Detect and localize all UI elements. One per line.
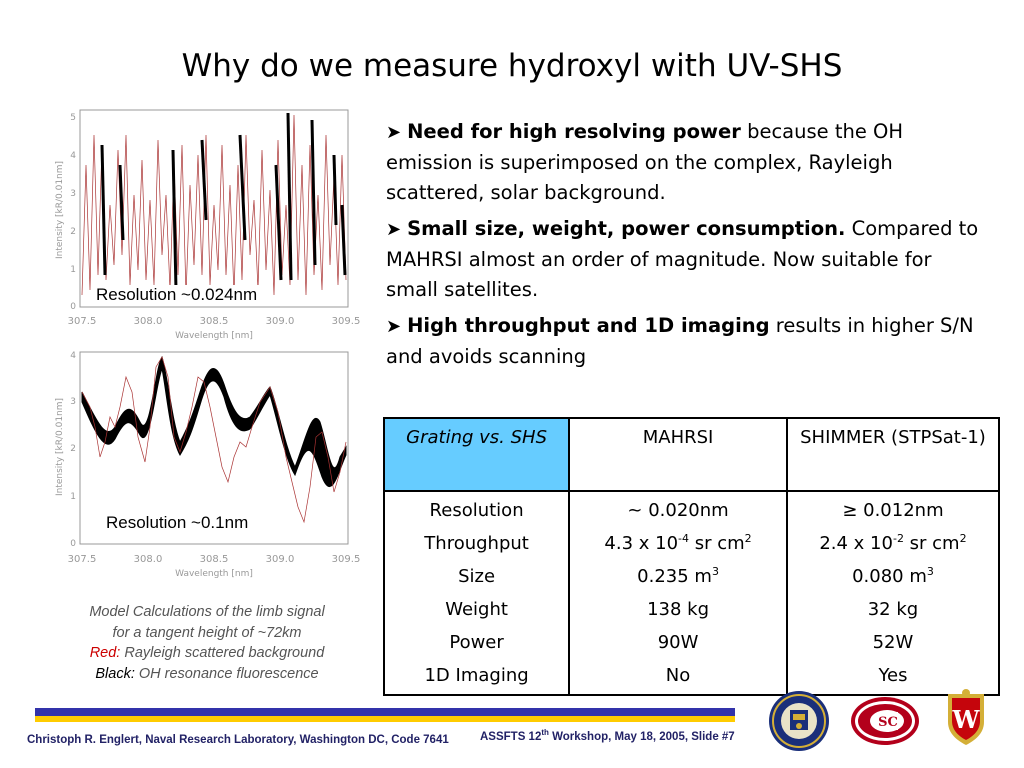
arrow-bullet-icon: ➤ bbox=[386, 316, 402, 337]
x-ticks bbox=[68, 554, 360, 565]
y-tick: 0 bbox=[70, 539, 76, 549]
throughput-unit-exponent: 2 bbox=[959, 532, 967, 545]
size-value: 0.235 m bbox=[637, 566, 712, 587]
shimmer-imaging: Yes bbox=[878, 665, 908, 686]
x-axis-label: Wavelength [nm] bbox=[175, 331, 253, 341]
x-tick: 307.5 bbox=[67, 316, 97, 327]
x-tick: 308.5 bbox=[199, 316, 229, 327]
row-label: Power bbox=[449, 632, 504, 653]
cornell-c-logo-icon bbox=[850, 696, 920, 750]
mahrsi-power: 90W bbox=[657, 632, 699, 653]
high-resolution-plot bbox=[50, 105, 360, 345]
y-tick: 2 bbox=[70, 227, 76, 237]
x-tick: 309.5 bbox=[331, 316, 360, 327]
bullet-text: Compared to MAHRSI almost an order of magnitude. Now suitable for small satellites. bbox=[386, 217, 979, 301]
y-tick: 2 bbox=[70, 444, 76, 454]
bullet-bold: High throughput and 1D imaging bbox=[407, 314, 770, 337]
footer-event-name: ASSFTS 12 bbox=[480, 731, 542, 743]
throughput-exponent: -2 bbox=[892, 532, 904, 545]
y-tick: 1 bbox=[70, 492, 76, 502]
slide-title: Why do we measure hydroxyl with UV-SHS bbox=[181, 48, 843, 84]
x-ticks bbox=[68, 316, 360, 327]
plot-annotation-low-res: Resolution ~0.1nm bbox=[106, 513, 249, 532]
mahrsi-resolution: ~ 0.020nm bbox=[627, 500, 729, 521]
figure-caption bbox=[52, 602, 362, 684]
row-label: Weight bbox=[445, 599, 508, 620]
high-resolution-plot-svg bbox=[50, 105, 360, 345]
bullet-text: results in higher S/N and avoids scanning bbox=[386, 314, 974, 368]
shimmer-size bbox=[789, 560, 997, 593]
throughput-unit: sr cm bbox=[903, 533, 960, 554]
caption-black-text: OH resonance fluorescence bbox=[138, 665, 319, 682]
row-label: Throughput bbox=[424, 533, 529, 554]
shimmer-values bbox=[787, 491, 999, 695]
bullet-bold: Need for high resolving power bbox=[407, 120, 741, 143]
table-header-cell: SHIMMER (STPSat-1) bbox=[787, 418, 999, 491]
plot-annotation-high-res: Resolution ~0.024nm bbox=[96, 285, 258, 304]
shimmer-weight: 32 kg bbox=[867, 599, 919, 620]
shimmer-throughput bbox=[789, 527, 997, 560]
caption-legend-black bbox=[52, 664, 362, 685]
throughput-unit: sr cm bbox=[689, 533, 745, 554]
x-tick: 308.0 bbox=[133, 316, 163, 327]
caption-line: for a tangent height of ~72km bbox=[112, 624, 302, 641]
y-axis-label: Intensity [kR/0.01nm] bbox=[55, 397, 65, 497]
bullet-item bbox=[386, 117, 986, 208]
size-value: 0.080 m bbox=[852, 566, 927, 587]
table-header-row bbox=[384, 418, 999, 491]
caption-line: Model Calculations of the limb signal bbox=[89, 604, 325, 620]
footer-bar-blue bbox=[35, 708, 735, 716]
table-row bbox=[384, 491, 999, 695]
fluorescence-band bbox=[82, 357, 346, 487]
row-label: Size bbox=[458, 566, 496, 587]
table-row-labels bbox=[384, 491, 569, 695]
x-tick: 309.0 bbox=[265, 316, 295, 327]
y-tick: 0 bbox=[70, 302, 76, 312]
y-tick: 1 bbox=[70, 265, 76, 275]
mahrsi-values bbox=[569, 491, 787, 695]
footer-event bbox=[480, 728, 735, 743]
bullet-text: because the OH emission is superimposed on the complex, Rayleigh scattered, solar background. bbox=[386, 120, 904, 204]
wisconsin-crest-logo-icon bbox=[944, 688, 988, 750]
shimmer-power: 52W bbox=[872, 632, 914, 653]
low-resolution-plot-svg bbox=[50, 347, 360, 587]
mahrsi-throughput bbox=[571, 527, 785, 560]
size-exponent: 3 bbox=[926, 565, 934, 578]
low-resolution-plot bbox=[50, 347, 360, 587]
throughput-unit-exponent: 2 bbox=[744, 532, 752, 545]
footer-author: Christoph R. Englert, Naval Research Laboratory, Washington DC, Code 7641 bbox=[27, 734, 449, 746]
x-tick: 308.5 bbox=[199, 554, 229, 565]
shimmer-resolution: ≥ 0.012nm bbox=[842, 500, 944, 521]
table-header-cell: Grating vs. SHS bbox=[384, 418, 569, 491]
mahrsi-imaging: No bbox=[665, 665, 691, 686]
x-axis-label: Wavelength [nm] bbox=[175, 569, 253, 579]
arrow-bullet-icon: ➤ bbox=[386, 122, 402, 143]
throughput-mantissa: 4.3 x 10 bbox=[604, 533, 679, 554]
caption-red-label: Red: bbox=[89, 645, 121, 661]
y-ticks bbox=[70, 351, 76, 549]
size-exponent: 3 bbox=[711, 565, 719, 578]
x-tick: 309.5 bbox=[331, 554, 360, 565]
arrow-bullet-icon: ➤ bbox=[386, 219, 402, 240]
footer-event-details: Workshop, May 18, 2005, Slide #7 bbox=[548, 731, 735, 743]
bullet-bold: Small size, weight, power consumption. bbox=[407, 217, 846, 240]
x-tick: 307.5 bbox=[67, 554, 97, 565]
row-label: Resolution bbox=[429, 500, 524, 521]
bullet-item bbox=[386, 214, 986, 305]
svg-text:SC: SC bbox=[878, 715, 898, 730]
footer-bar-gold bbox=[35, 716, 735, 722]
mahrsi-size bbox=[571, 560, 785, 593]
caption-black-label: Black: bbox=[95, 665, 135, 682]
y-tick: 5 bbox=[70, 113, 76, 123]
y-tick: 4 bbox=[70, 351, 76, 361]
caption-legend-red bbox=[52, 643, 362, 664]
y-tick: 4 bbox=[70, 151, 76, 161]
y-tick: 3 bbox=[70, 189, 76, 199]
x-tick: 309.0 bbox=[265, 554, 295, 565]
caption-red-text: Rayleigh scattered background bbox=[124, 645, 325, 661]
nrl-seal-logo-icon bbox=[768, 690, 830, 756]
footer-event-ordinal: th bbox=[541, 728, 549, 738]
table-header-cell: MAHRSI bbox=[569, 418, 787, 491]
throughput-exponent: -4 bbox=[678, 532, 690, 545]
x-tick: 308.0 bbox=[133, 554, 163, 565]
comparison-table bbox=[383, 417, 1000, 696]
mahrsi-weight: 138 kg bbox=[647, 599, 710, 620]
y-tick: 3 bbox=[70, 397, 76, 407]
throughput-mantissa: 2.4 x 10 bbox=[819, 533, 893, 554]
row-label: 1D Imaging bbox=[424, 665, 529, 686]
y-axis-label: Intensity [kR/0.01nm] bbox=[55, 160, 65, 260]
bullet-list bbox=[386, 117, 986, 378]
svg-text:W: W bbox=[952, 705, 980, 734]
bullet-item bbox=[386, 311, 986, 372]
y-ticks bbox=[70, 113, 76, 312]
